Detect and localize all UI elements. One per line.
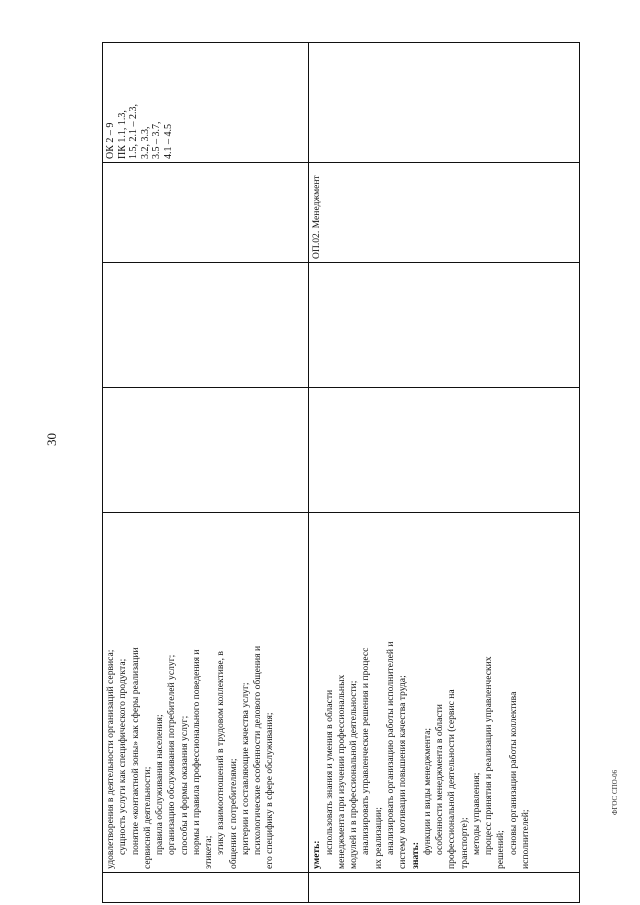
text-line: менеджмента при изучении профессиональных	[335, 674, 347, 869]
index-cell	[309, 873, 580, 903]
page-number: 30	[44, 433, 59, 446]
text-line: систему мотивации повышения качества труда;	[397, 675, 409, 869]
text-line: понятие «контактной зоны» как сферы реализации	[129, 647, 141, 855]
text-line: этику взаимоотношений в трудовом коллективе, в	[215, 651, 227, 855]
discipline-cell	[309, 163, 580, 263]
rotated-table-sheet	[102, 43, 580, 903]
text-line: нормы и правила профессионального поведения и	[190, 649, 202, 855]
text-line: их реализации;	[372, 807, 384, 869]
empty-cell	[309, 263, 580, 388]
text-line: исполнителей;	[519, 809, 531, 869]
competencies-cell	[103, 43, 309, 163]
text-line: сущность услуги как специфического продукта;	[117, 658, 129, 855]
table-row	[309, 43, 580, 903]
discipline-cell	[103, 163, 309, 263]
requirements-cell	[309, 513, 580, 873]
index-cell	[103, 873, 309, 903]
text-line: функции и виды менеджмента;	[421, 727, 433, 855]
competency-line: 3.5 – 3.7,	[151, 121, 162, 159]
text-line: профессиональной деятельности (сервис на	[446, 689, 458, 869]
requirements-text	[311, 516, 532, 869]
text-line: этикета;	[203, 835, 215, 869]
text-line: способы и формы оказания услуг;	[178, 715, 190, 855]
text-line: методы управления;	[470, 772, 482, 855]
competencies-text	[105, 46, 174, 159]
requirements-text	[105, 516, 277, 869]
text-line: критерии и составляющие качества услуг;	[239, 682, 251, 855]
text-line: организацию обслуживания потребителей услуг;	[166, 654, 178, 855]
text-line: особенности менеджмента в области	[434, 704, 446, 855]
text-line: модулей и в профессиональной деятельности;	[348, 680, 360, 869]
text-line: транспорте);	[458, 817, 470, 869]
text-line: решений;	[495, 830, 507, 869]
empty-cell	[103, 263, 309, 388]
requirements-cell	[103, 513, 309, 873]
text-line: психологические особенности делового общения и	[252, 645, 264, 855]
text-line: анализировать управленческие решения и процесс	[360, 647, 372, 855]
competencies-cell	[309, 43, 580, 163]
text-line: использовать знания и умения в области	[323, 689, 335, 855]
text-line: анализировать организацию работы исполнителей и	[385, 641, 397, 855]
text-line: знать:	[409, 842, 421, 869]
text-line: процесс принятия и реализации управленческих	[483, 656, 495, 855]
competency-line: 3.2, 3.3,	[139, 126, 151, 159]
standards-table	[102, 42, 580, 903]
empty-cell	[103, 388, 309, 513]
competency-line: ОК 2 – 9	[105, 122, 116, 159]
discipline-name: ОП.02. Менеджмент	[311, 175, 323, 259]
text-line: удовлетворения в деятельности организаций сервиса;	[105, 649, 116, 869]
text-line: основы организации работы коллектива	[507, 691, 519, 855]
table-row	[103, 43, 309, 903]
text-line: общении с потребителями;	[227, 758, 239, 869]
text-line: его специфику в сфере обслуживания;	[264, 712, 276, 869]
side-document-code: ФГОС СПО-06	[611, 769, 619, 815]
empty-cell	[309, 388, 580, 513]
text-line: сервисной деятельности;	[141, 766, 153, 869]
competency-line: ПК 1.1, 1.3,	[116, 110, 128, 159]
text-line: правила обслуживания населения;	[154, 714, 166, 855]
competency-line: 1.5, 2.1 – 2.3,	[128, 104, 139, 159]
competency-line: 4.1 – 4.5	[162, 124, 174, 159]
text-line: уметь:	[311, 840, 323, 869]
